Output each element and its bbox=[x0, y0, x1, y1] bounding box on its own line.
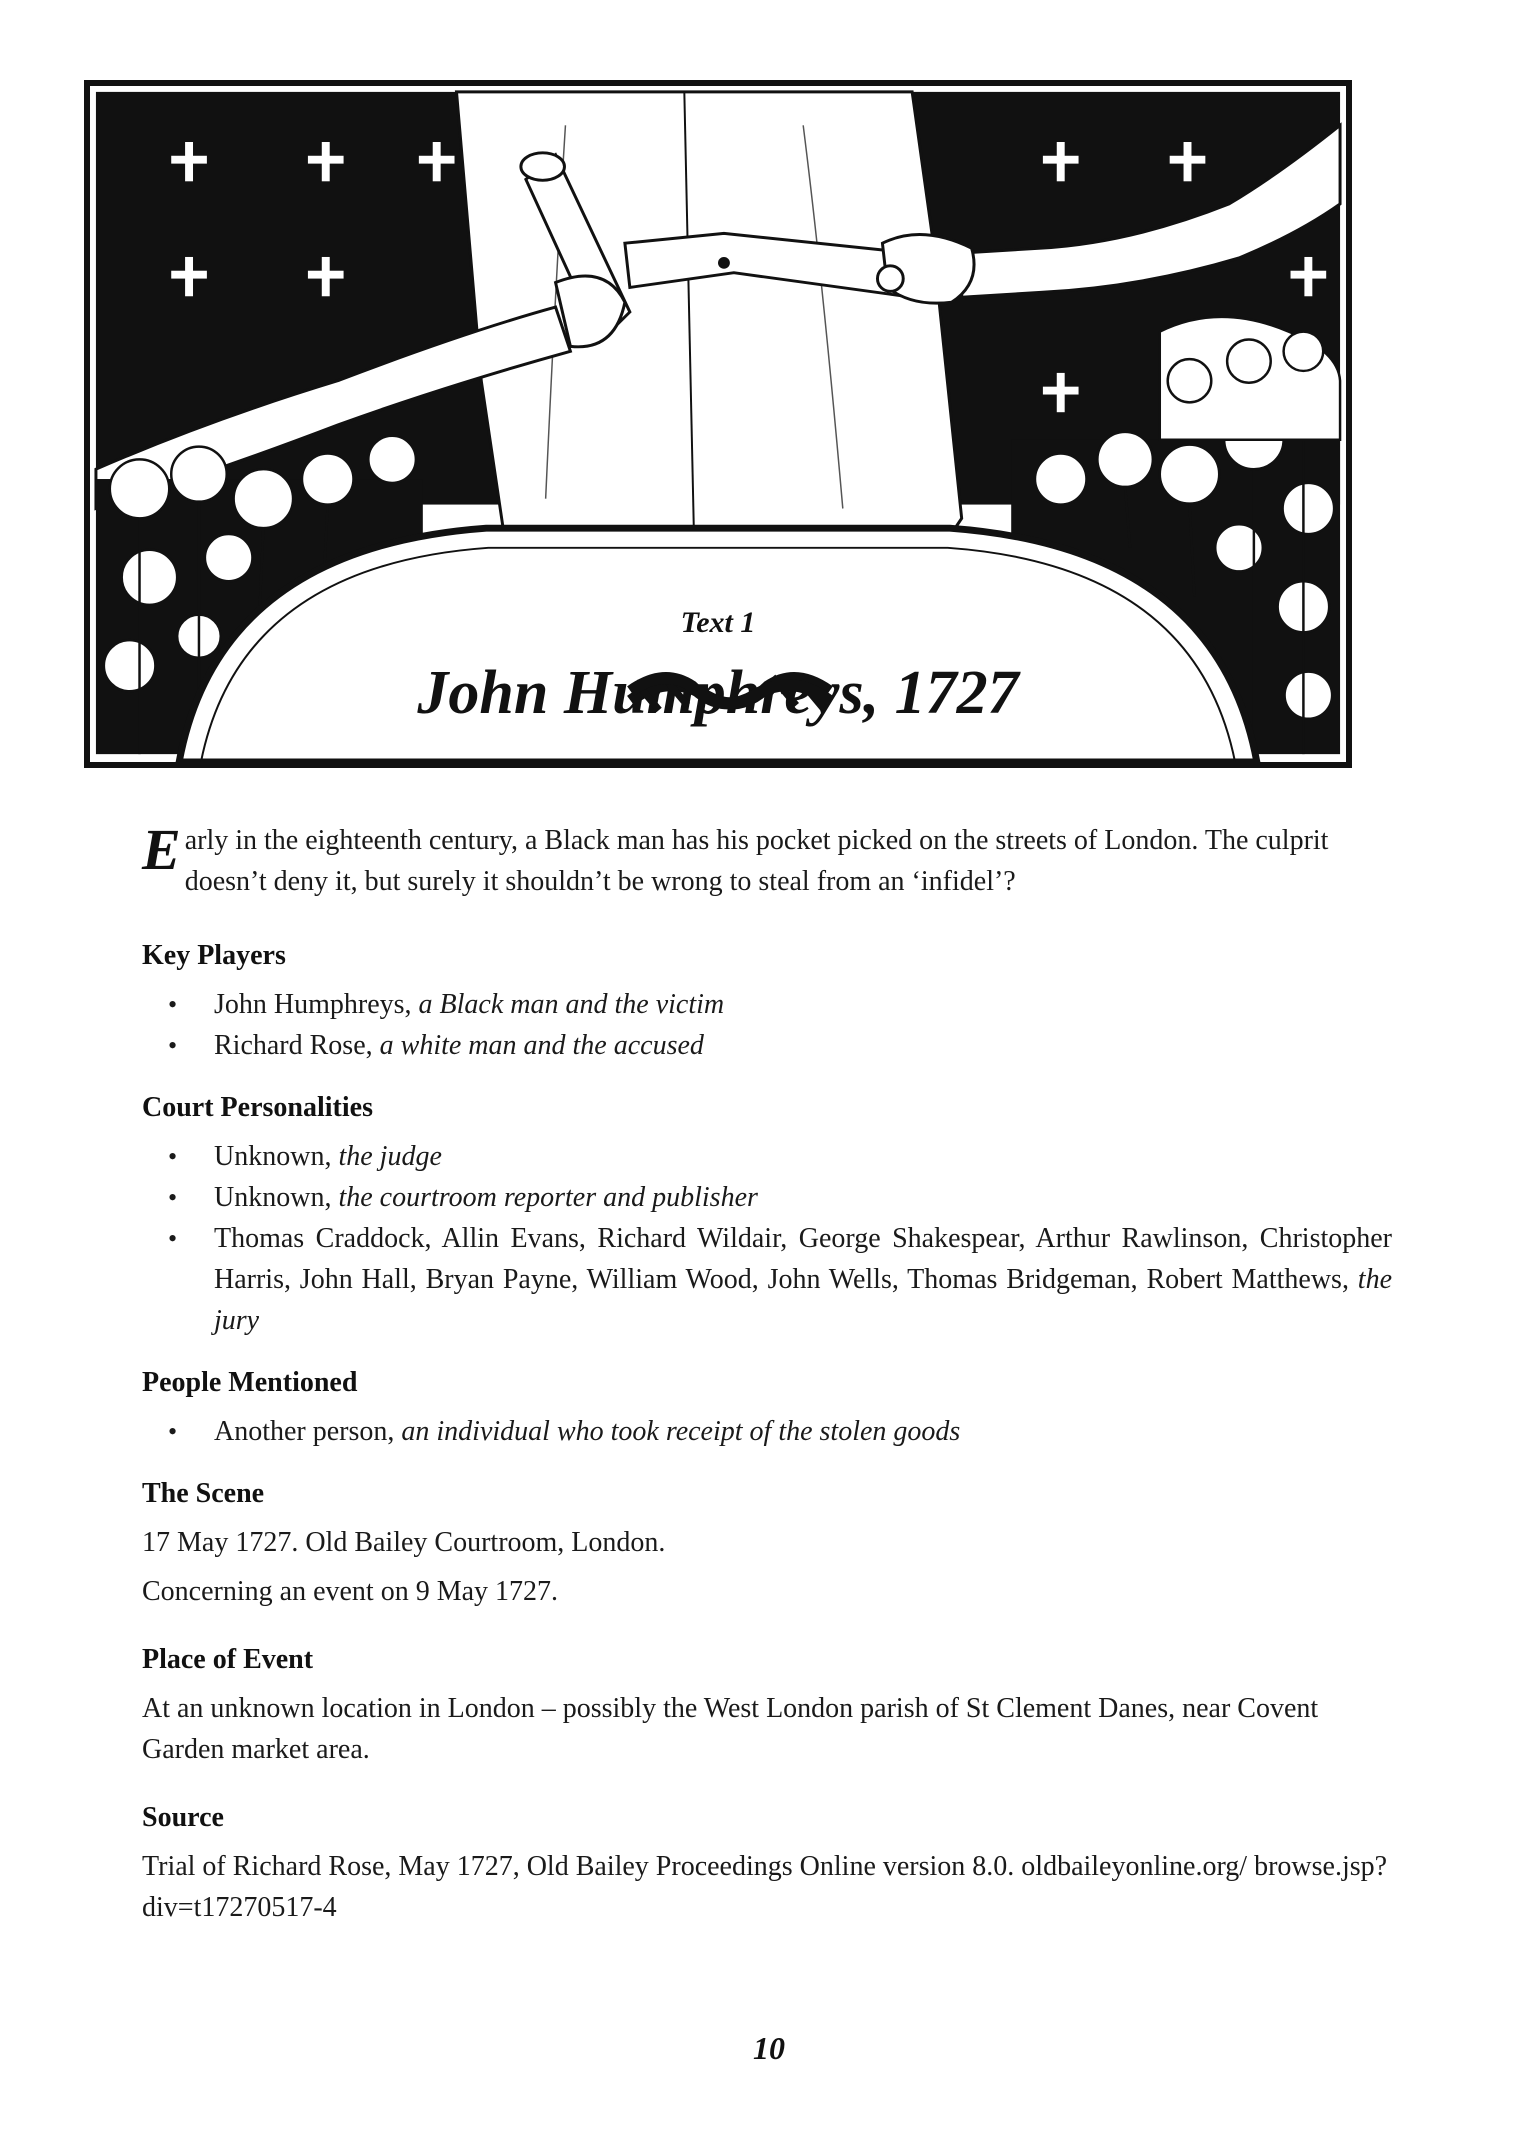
list-item bbox=[142, 1177, 1392, 1218]
scene-heading: The Scene bbox=[142, 1478, 265, 1509]
key-players-list bbox=[142, 984, 1392, 1066]
scene-section bbox=[142, 1474, 1392, 1612]
list-item bbox=[142, 1136, 1392, 1177]
people-mentioned-heading: People Mentioned bbox=[142, 1367, 358, 1398]
page-number: 10 bbox=[753, 2030, 785, 2066]
text-number-label: Text 1 bbox=[680, 606, 756, 639]
person-name: Thomas Craddock, Allin Evans, Richard Wildair, George Shakespear, Arthur Rawlinson, Christopher Harris, John Hall, Bryan Payne, William Wood, John Wells, Thomas Bridgeman, Robert Matthews, bbox=[214, 1223, 1392, 1295]
person-role: the courtroom reporter and publisher bbox=[338, 1182, 758, 1213]
person-role: a Black man and the victim bbox=[418, 989, 725, 1020]
people-mentioned-list bbox=[142, 1411, 1392, 1452]
list-item bbox=[142, 1218, 1392, 1341]
scene-date: 17 May 1727. Old Bailey Courtroom, London. bbox=[142, 1527, 666, 1558]
place-section bbox=[142, 1640, 1392, 1770]
person-role: a white man and the accused bbox=[379, 1030, 704, 1061]
list-item bbox=[142, 1411, 1392, 1452]
person-role: the judge bbox=[338, 1141, 442, 1172]
key-players-heading: Key Players bbox=[142, 940, 286, 971]
person-name: Another person, bbox=[214, 1416, 395, 1447]
right-flourish-icon bbox=[102, 658, 1358, 729]
person-name: John Humphreys, bbox=[214, 989, 412, 1020]
person-name: Unknown, bbox=[214, 1141, 332, 1172]
court-personalities-heading: Court Personalities bbox=[142, 1092, 373, 1123]
document-body bbox=[142, 817, 1393, 1956]
source-section bbox=[142, 1798, 1392, 1928]
person-role: the jury bbox=[214, 1264, 1393, 1336]
place-text: At an unknown location in London – possibly the West London parish of St Clement Danes, near Covent Garden market area. bbox=[142, 1693, 1319, 1765]
scene-event: Concerning an event on 9 May 1727. bbox=[142, 1576, 559, 1607]
list-item bbox=[142, 984, 1392, 1025]
person-name: Richard Rose, bbox=[214, 1030, 373, 1061]
intro-text: arly in the eighteenth century, a Black man has his pocket picked on the streets of London. The culprit doesn’t deny it, but surely it shouldn’t be wrong to steal from an ‘infidel’? bbox=[184, 825, 1329, 897]
court-personalities-list bbox=[142, 1136, 1392, 1341]
drop-cap: E bbox=[142, 817, 181, 882]
list-item bbox=[142, 1025, 1392, 1066]
page-title: John Humphreys, 1727 bbox=[417, 659, 1019, 727]
source-text: Trial of Richard Rose, May 1727, Old Bailey Proceedings Online version 8.0. oldbaileyonline.org/ browse.jsp?div=t17270517-4 bbox=[142, 1851, 1388, 1923]
place-heading: Place of Event bbox=[142, 1644, 314, 1675]
header-illustration bbox=[84, 80, 1352, 768]
source-heading: Source bbox=[142, 1802, 224, 1833]
page-title-row bbox=[90, 658, 1346, 729]
intro-paragraph bbox=[142, 817, 1392, 902]
person-role: an individual who took receipt of the stolen goods bbox=[401, 1416, 961, 1447]
person-name: Unknown, bbox=[214, 1182, 332, 1213]
